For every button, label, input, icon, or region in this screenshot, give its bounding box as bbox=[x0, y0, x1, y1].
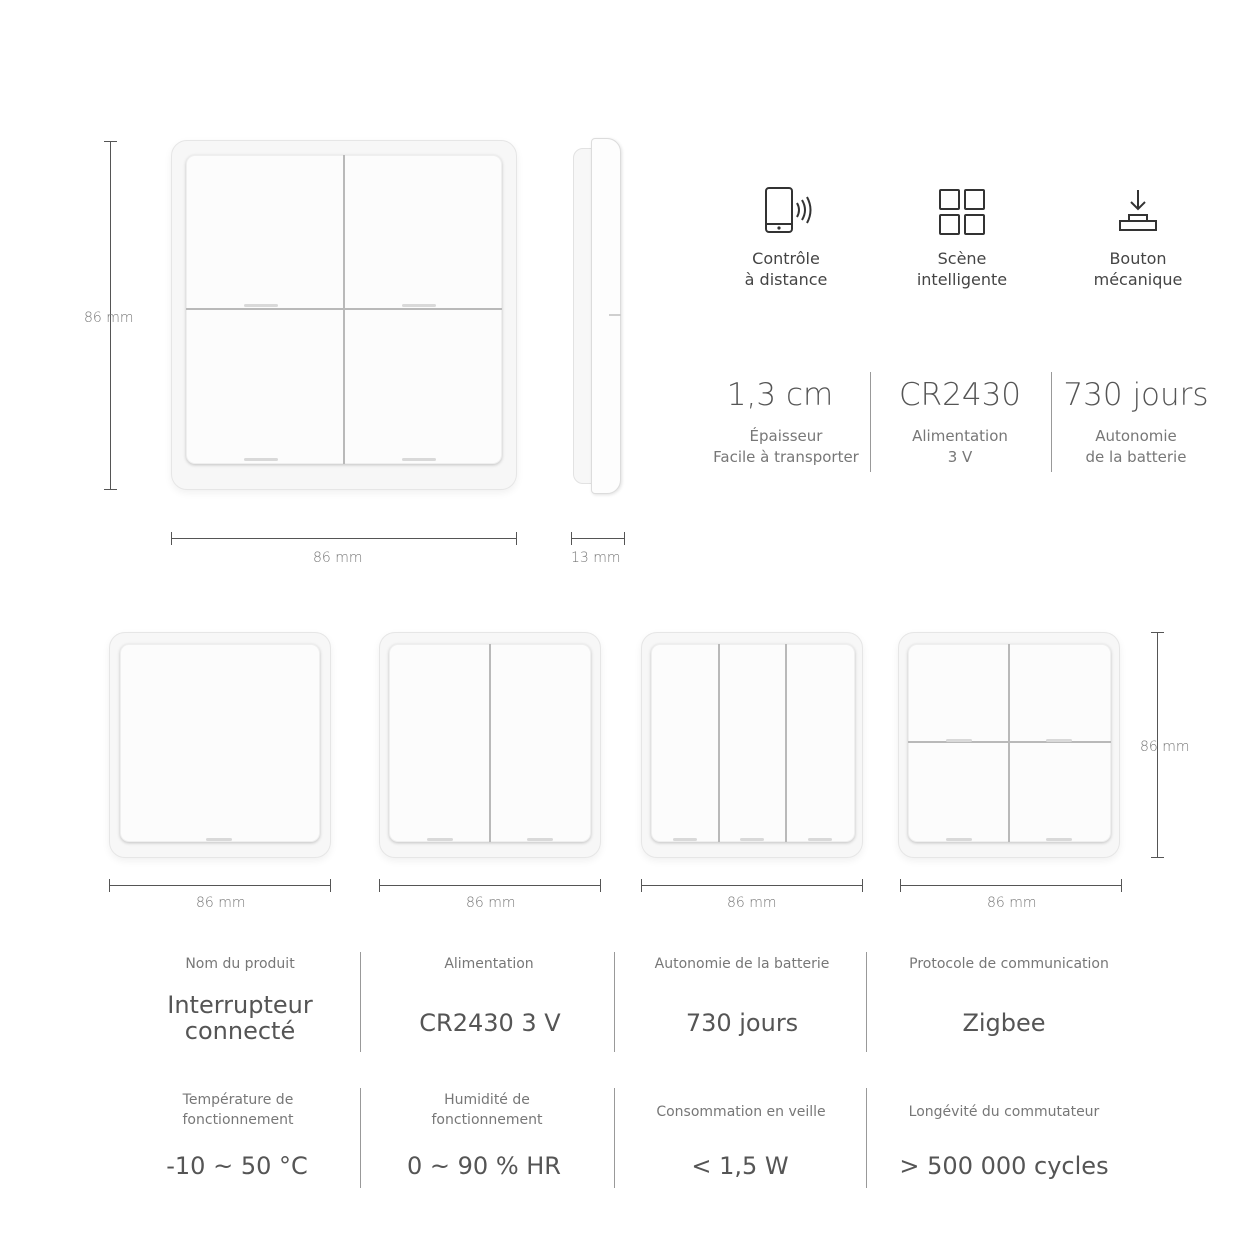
led-indicator bbox=[1046, 739, 1072, 742]
spec-value-switch-lifetime: > 500 000 cycles bbox=[899, 1152, 1109, 1180]
switch-3-gang-panel bbox=[651, 644, 855, 842]
led-indicator bbox=[946, 739, 972, 742]
row-width-dimension-label: 86 mm bbox=[196, 895, 246, 911]
height-dimension-label: 86 mm bbox=[84, 310, 134, 326]
highlight-value-thickness: 1,3 cm bbox=[726, 377, 834, 413]
led-indicator bbox=[244, 458, 278, 461]
spec-value-protocol: Zigbee bbox=[962, 1009, 1046, 1037]
led-indicator bbox=[427, 838, 453, 841]
spec-value-standby-consumption: < 1,5 W bbox=[691, 1152, 789, 1180]
main-switch-frame bbox=[171, 140, 517, 490]
feature-label-scene: Scène intelligente bbox=[916, 249, 1008, 289]
phone-remote-icon bbox=[764, 186, 814, 236]
spec-value-battery-life: 730 jours bbox=[685, 1009, 799, 1037]
led-indicator bbox=[673, 838, 697, 841]
switch-1-gang-frame bbox=[109, 632, 331, 858]
feature-label-remote: Contrôle à distance bbox=[744, 249, 828, 289]
side-profile-view bbox=[573, 138, 627, 494]
main-switch-panel bbox=[186, 155, 502, 464]
panel-seam-horizontal bbox=[908, 741, 1111, 743]
led-indicator bbox=[402, 458, 436, 461]
spec-label-operating-humidity: Humidité de fonctionnement bbox=[431, 1092, 543, 1128]
side-button-front bbox=[591, 138, 621, 494]
row-width-dimension-line bbox=[641, 885, 863, 886]
switch-2-gang-panel bbox=[389, 644, 591, 842]
spec-separator bbox=[866, 1088, 867, 1188]
row-width-dimension-line bbox=[379, 885, 601, 886]
panel-seam-horizontal bbox=[186, 308, 502, 310]
spec-separator bbox=[866, 952, 867, 1052]
led-indicator bbox=[1046, 838, 1072, 841]
panel-seam-vertical bbox=[718, 644, 720, 842]
switch-3-gang-frame bbox=[641, 632, 863, 858]
panel-seam-vertical bbox=[1008, 644, 1010, 842]
depth-dimension-line bbox=[571, 538, 625, 539]
switch-4-gang-frame bbox=[898, 632, 1120, 858]
spec-label-product-name: Nom du produit bbox=[185, 956, 295, 972]
grid-scene-icon bbox=[938, 188, 986, 236]
spec-value-operating-temperature: -10 ~ 50 °C bbox=[166, 1152, 308, 1180]
width-dimension-label: 86 mm bbox=[313, 550, 363, 566]
led-indicator bbox=[206, 838, 232, 841]
spec-label-switch-lifetime: Longévité du commutateur bbox=[908, 1104, 1100, 1120]
spec-separator bbox=[360, 952, 361, 1052]
row-width-dimension-line bbox=[900, 885, 1122, 886]
spec-value-operating-humidity: 0 ~ 90 % HR bbox=[407, 1152, 561, 1180]
highlight-value-autonomy: 730 jours bbox=[1063, 377, 1209, 413]
spec-label-operating-temperature: Température de fonctionnement bbox=[182, 1092, 294, 1128]
feature-label-mechanical: Bouton mécanique bbox=[1093, 249, 1183, 289]
row-width-dimension-label: 86 mm bbox=[466, 895, 516, 911]
spec-separator bbox=[614, 1088, 615, 1188]
switch-2-gang-frame bbox=[379, 632, 601, 858]
panel-seam-vertical bbox=[785, 644, 787, 842]
row-width-dimension-label: 86 mm bbox=[987, 895, 1037, 911]
led-indicator bbox=[402, 304, 436, 307]
highlight-caption-battery: Alimentation 3 V bbox=[912, 427, 1008, 466]
led-indicator bbox=[808, 838, 832, 841]
spec-value-power: CR2430 3 V bbox=[419, 1009, 561, 1037]
highlight-caption-thickness: Épaisseur Facile à transporter bbox=[713, 427, 859, 466]
switch-1-gang-panel bbox=[120, 644, 320, 842]
spec-value-product-name: Interrupteur connecté bbox=[167, 991, 313, 1045]
mechanical-button-icon bbox=[1118, 188, 1158, 234]
spec-label-power: Alimentation bbox=[444, 956, 534, 972]
row-height-dimension-label: 86 mm bbox=[1140, 739, 1190, 755]
spec-separator bbox=[360, 1088, 361, 1188]
row-width-dimension-line bbox=[109, 885, 331, 886]
spec-label-standby-consumption: Consommation en veille bbox=[656, 1104, 826, 1120]
led-indicator bbox=[527, 838, 553, 841]
highlight-value-battery: CR2430 bbox=[898, 377, 1022, 413]
spec-label-battery-life: Autonomie de la batterie bbox=[654, 956, 830, 972]
switch-4-gang-panel bbox=[908, 644, 1111, 842]
led-indicator bbox=[740, 838, 764, 841]
highlight-caption-autonomy: Autonomie de la batterie bbox=[1085, 427, 1187, 466]
led-indicator bbox=[244, 304, 278, 307]
depth-dimension-label: 13 mm bbox=[571, 550, 621, 566]
panel-seam-vertical bbox=[489, 644, 491, 842]
row-width-dimension-label: 86 mm bbox=[727, 895, 777, 911]
led-indicator bbox=[946, 838, 972, 841]
spec-separator bbox=[614, 952, 615, 1052]
side-button-seam bbox=[609, 314, 621, 316]
width-dimension-line bbox=[171, 538, 517, 539]
spec-label-protocol: Protocole de communication bbox=[909, 956, 1109, 972]
